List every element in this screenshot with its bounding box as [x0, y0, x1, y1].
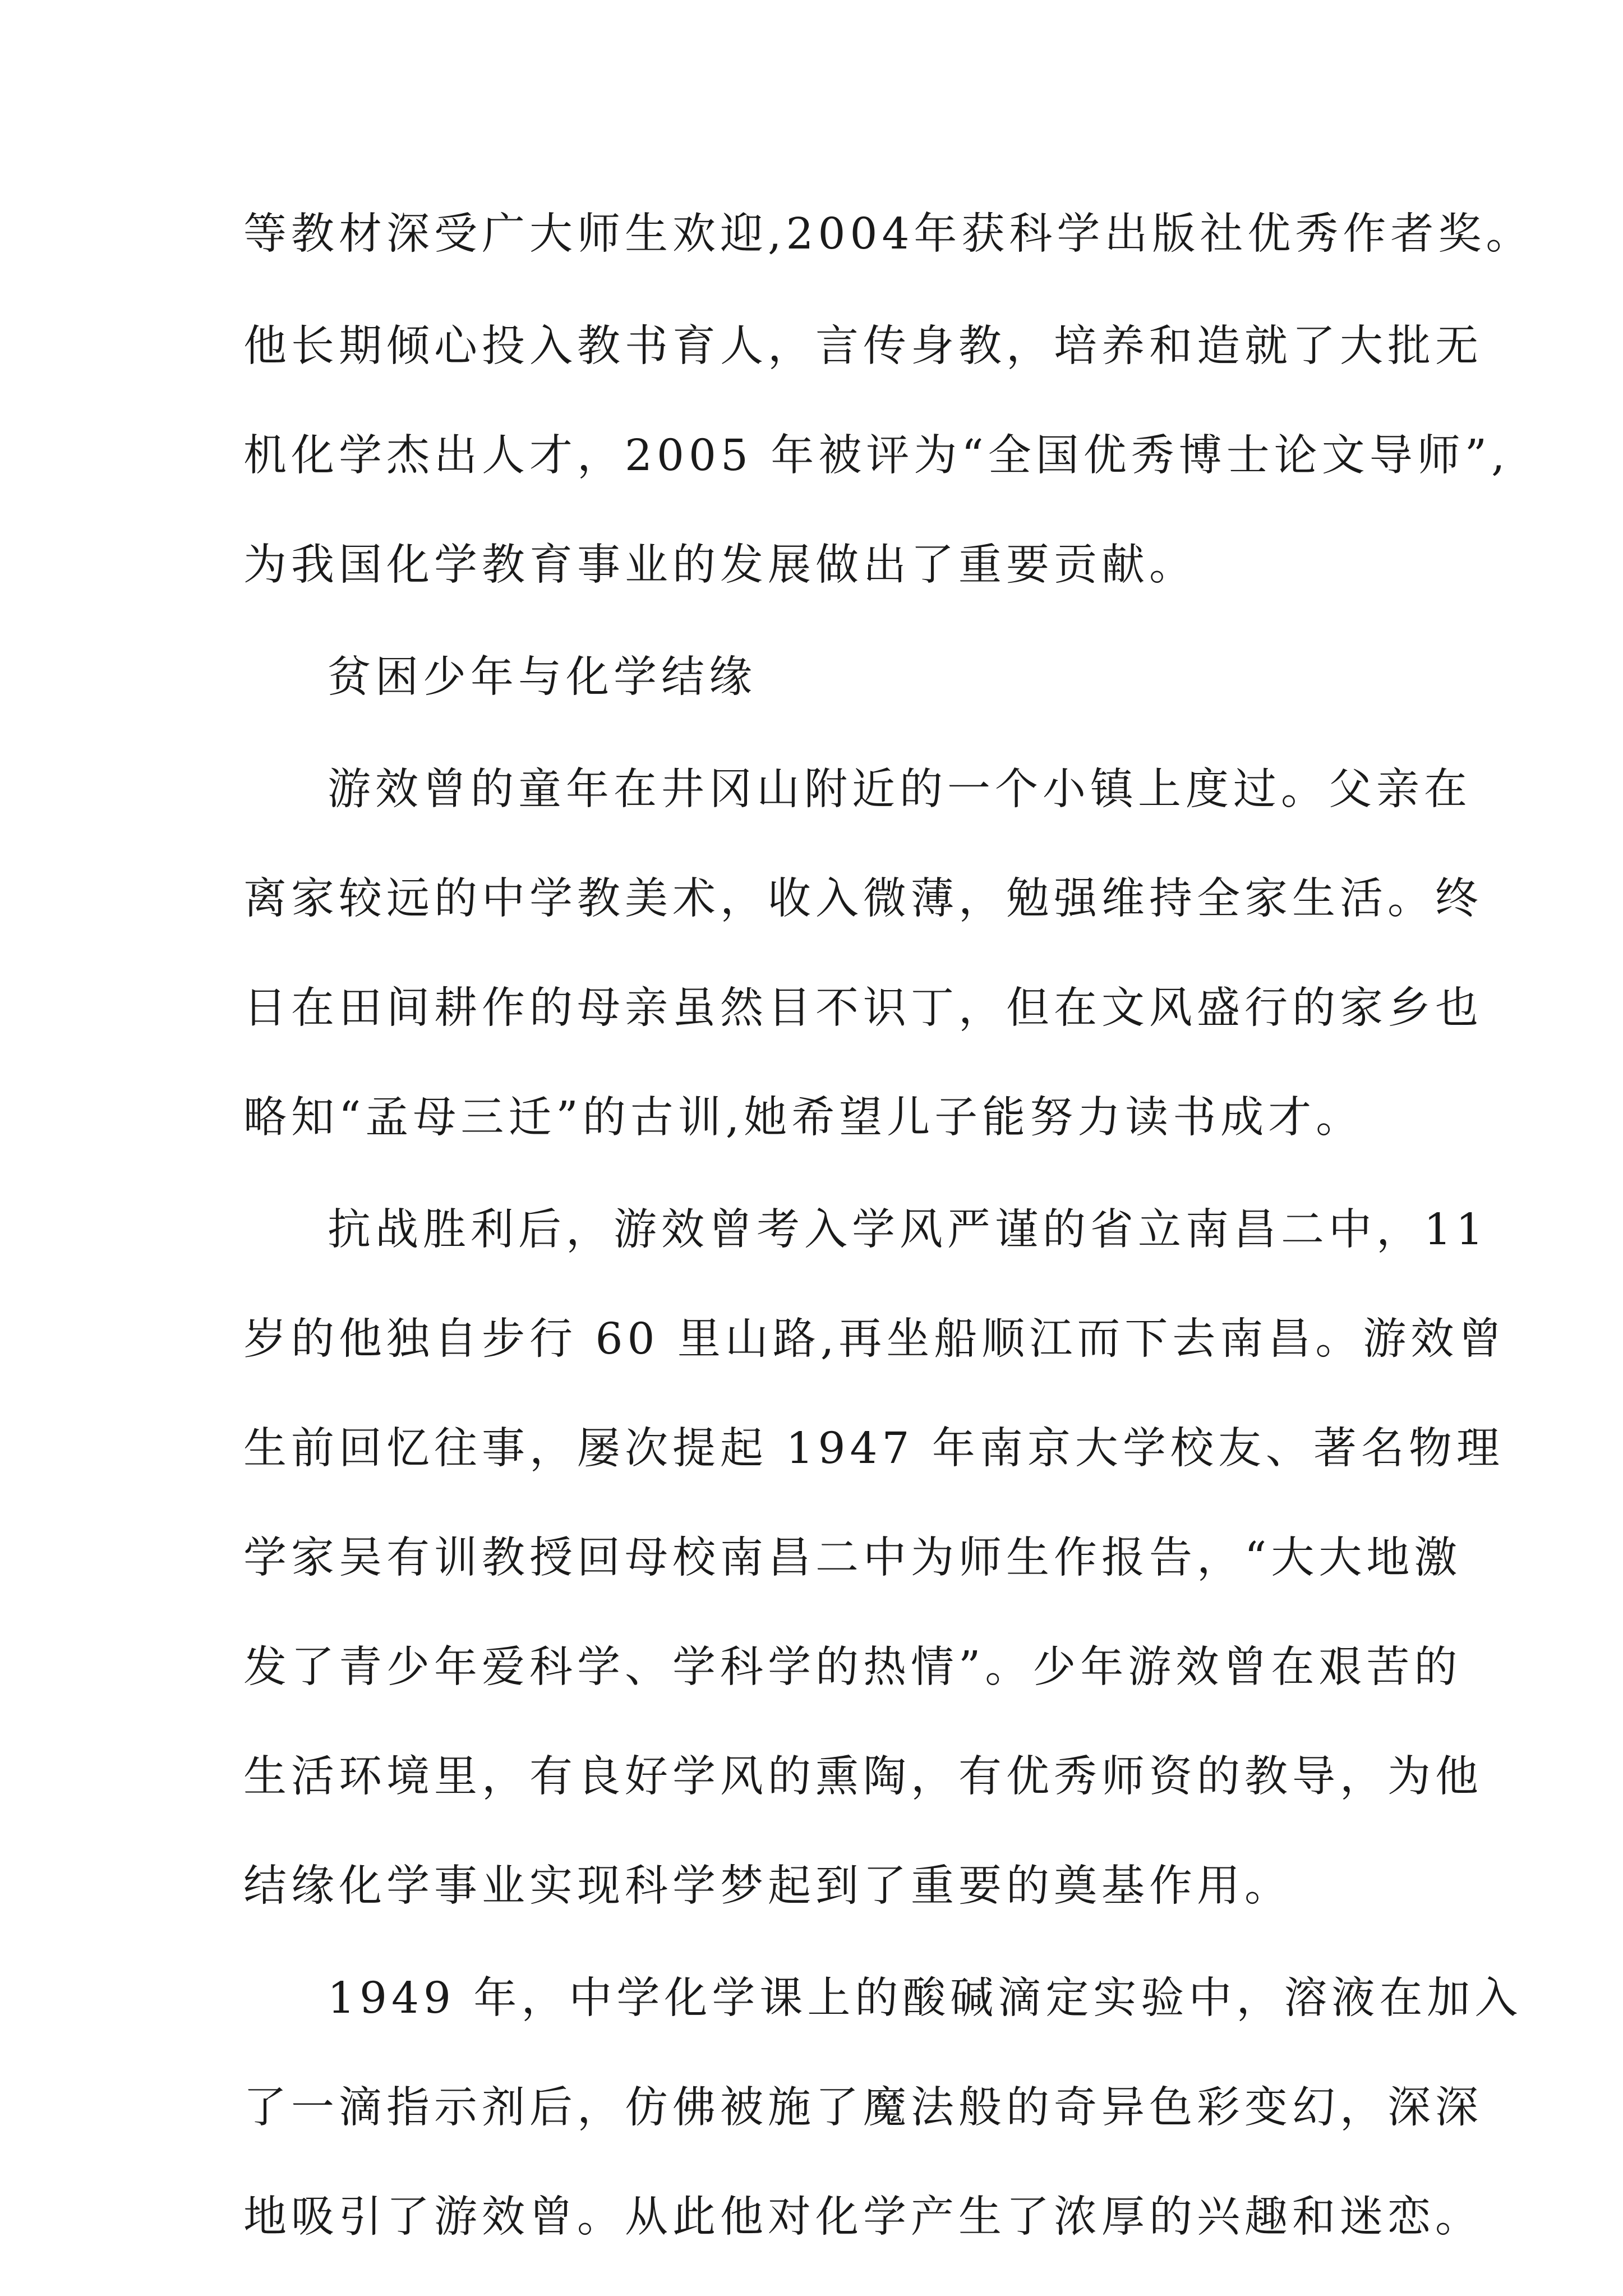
text-line: 抗战胜利后，游效曾考入学风严谨的省立南昌二中，11	[328, 1205, 1488, 1255]
text-line: 生活环境里，有良好学风的熏陶，有优秀师资的教导，为他	[243, 1752, 1483, 1802]
text-line: 为我国化学教育事业的发展做出了重要贡献。	[243, 540, 1197, 590]
text-line: 离家较远的中学教美术，收入微薄，勉强维持全家生活。终	[243, 874, 1483, 924]
text-line: 等教材深受广大师生欢迎,2004年获科学出版社优秀作者奖。	[243, 209, 1534, 259]
text-line: 地吸引了游效曾。从此他对化学产生了浓厚的兴趣和迷恋。	[243, 2192, 1483, 2242]
text-line: 结缘化学事业实现科学梦起到了重要的奠基作用。	[243, 1861, 1292, 1911]
text-line: 生前回忆往事，屡次提起 1947 年南京大学校友、著名物理	[243, 1424, 1504, 1474]
text-line: 日在田间耕作的母亲虽然目不识丁，但在文风盛行的家乡也	[243, 983, 1483, 1033]
text-line: 略知“孟母三迁”的古训,她希望儿子能努力读书成才。	[243, 1093, 1364, 1143]
text-line: 岁的他独自步行 60 里山路,再坐船顺江而下去南昌。游效曾	[243, 1314, 1506, 1364]
text-line: 学家吴有训教授回母校南昌二中为师生作报告，“大大地激	[243, 1533, 1462, 1583]
text-line: 他长期倾心投入教书育人，言传身教，培养和造就了大批无	[243, 321, 1483, 371]
section-heading: 贫困少年与化学结缘	[328, 652, 757, 702]
text-line: 了一滴指示剂后，仿佛被施了魔法般的奇异色彩变幻，深深	[243, 2083, 1483, 2133]
text-line: 1949 年，中学化学课上的酸碱滴定实验中，溶液在加入	[328, 1973, 1523, 2023]
text-line: 游效曾的童年在井冈山附近的一个小镇上度过。父亲在	[328, 765, 1472, 815]
text-line: 机化学杰出人才，2005 年被评为“全国优秀博士论文导师”,	[243, 431, 1510, 481]
text-line: 发了青少年爱科学、学科学的热情”。少年游效曾在艰苦的	[243, 1642, 1462, 1692]
